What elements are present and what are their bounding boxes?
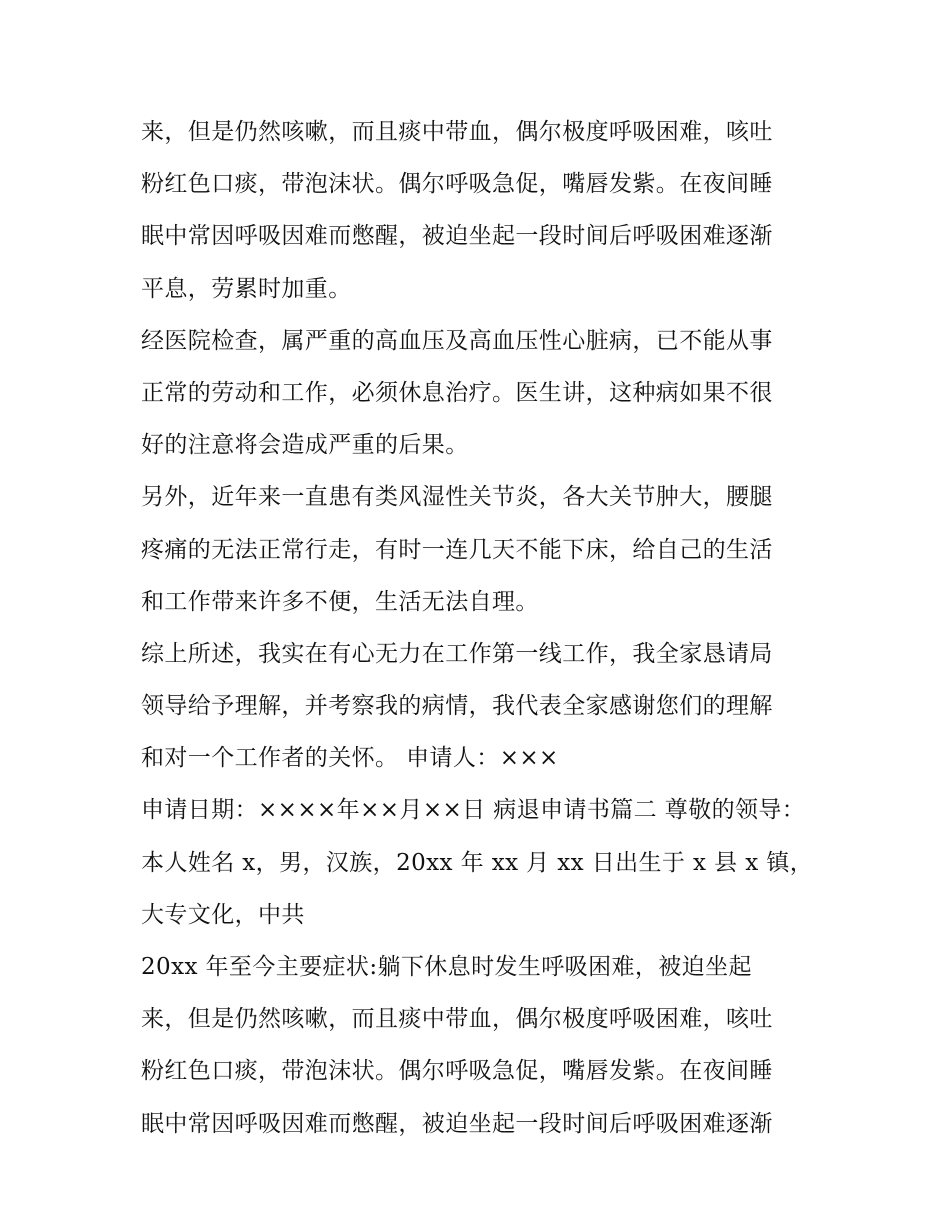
text-line: 正常的劳动和工作，必须休息治疗。医生讲，这种病如果不很 <box>141 379 773 406</box>
text-line: 经医院检查，属严重的高血压及高血压性心脏病，已不能从事 <box>141 327 773 354</box>
text-line: 和工作带来许多不便，生活无法自理。 <box>141 588 539 615</box>
text-line: 领导给予理解，并考察我的病情，我代表全家感谢您们的理解 <box>141 693 773 720</box>
text-line: 大专文化，中共 <box>141 901 305 928</box>
text-line: 平息，劳累时加重。 <box>141 275 352 302</box>
text-line: 疼痛的无法正常行走，有时一连几天不能下床，给自己的生活 <box>141 536 773 563</box>
text-line: 粉红色口痰，带泡沫状。偶尔呼吸急促，嘴唇发紫。在夜间睡 <box>141 171 773 198</box>
text-line: 粉红色口痰，带泡沫状。偶尔呼吸急促，嘴唇发紫。在夜间睡 <box>141 1058 773 1085</box>
text-line: 综上所述，我实在有心无力在工作第一线工作，我全家恳请局 <box>141 640 773 667</box>
text-line: 和对一个工作者的关怀。 申请人：××× <box>141 745 559 772</box>
text-line: 好的注意将会造成严重的后果。 <box>141 432 469 459</box>
text-line: 20xx 年至今主要症状:躺下休息时发生呼吸困难，被迫坐起 <box>141 954 752 980</box>
text-line: 眠中常因呼吸因难而憋醒，被迫坐起一段时间后呼吸困难逐渐 <box>141 223 773 250</box>
text-line: 来，但是仍然咳嗽，而且痰中带血，偶尔极度呼吸困难，咳吐 <box>141 1006 773 1033</box>
text-line: 来，但是仍然咳嗽，而且痰中带血，偶尔极度呼吸困难，咳吐 <box>141 119 773 145</box>
document-body <box>141 106 821 1150</box>
text-line: 眠中常因呼吸因难而憋醒，被迫坐起一段时间后呼吸困难逐渐 <box>141 1110 773 1137</box>
text-line: 另外，近年来一直患有类风湿性关节炎，各大关节肿大，腰腿 <box>141 484 773 511</box>
text-line: 申请日期：××××年××月××日 病退申请书篇二 尊敬的领导： <box>141 797 806 824</box>
text-line: 本人姓名 x，男，汉族，20xx 年 xx 月 xx 日出生于 x 县 x 镇， <box>141 849 814 876</box>
